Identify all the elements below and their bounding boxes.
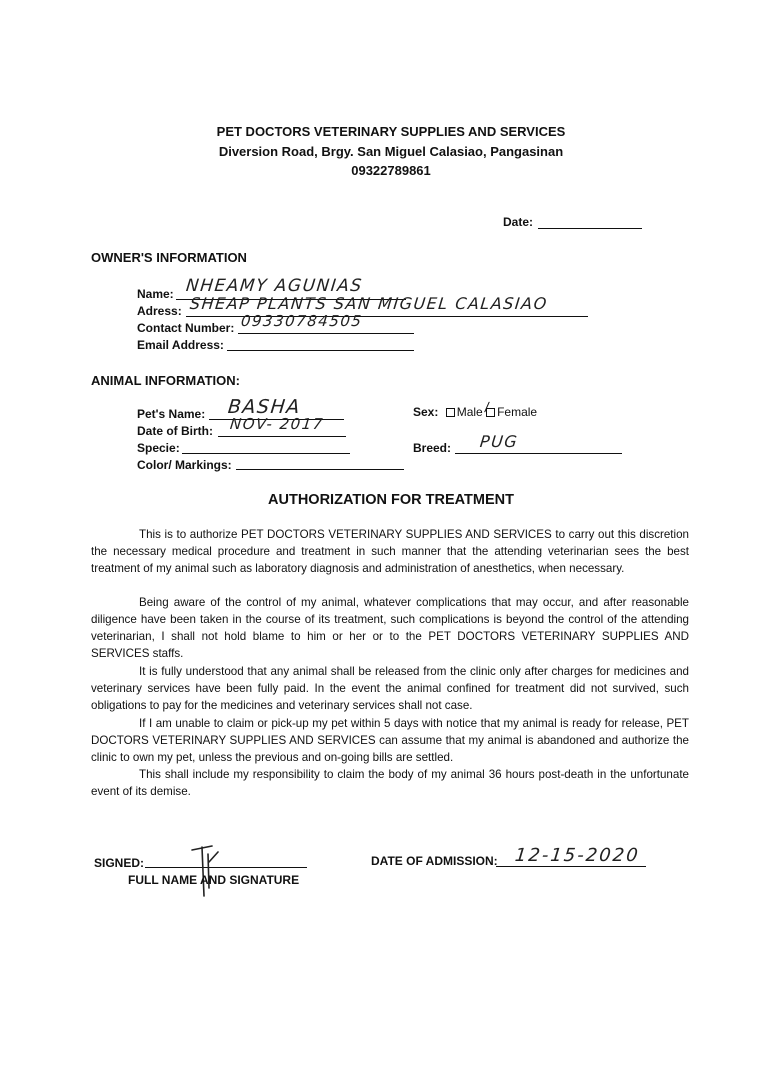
business-address: Diversion Road, Brgy. San Miguel Calasiao, Pangasinan — [218, 144, 564, 159]
owner-name-value: NHEAMY AGUNIAS — [184, 276, 364, 296]
business-name: PET DOCTORS VETERINARY SUPPLIES AND SERVICES — [216, 124, 566, 139]
date-label: Date: — [503, 215, 534, 229]
contact-number-line[interactable] — [238, 333, 414, 334]
signed-label: SIGNED: — [94, 856, 145, 870]
pet-name-label: Pet's Name: — [137, 407, 206, 421]
email-line[interactable] — [227, 350, 414, 351]
authorization-paragraph-1: This is to authorize PET DOCTORS VETERINARY SUPPLIES AND SERVICES to carry out this discretion the necessary medical procedure and treatment in such manner that the attending veterinarian sees the best treatment of my animal such as laboratory diagnosis and administration of anesthetics, when necessary. — [91, 528, 689, 575]
color-markings-label: Color/ Markings: — [137, 458, 232, 472]
owner-name-label: Name: — [137, 287, 174, 301]
dob-value: NOV- 2017 — [229, 415, 325, 433]
breed-line[interactable] — [455, 453, 622, 454]
authorization-paragraph-3: It is fully understood that any animal shall be released from the clinic only after charges for medicines and veterinary services have been fully paid. In the event the animal confined for treatment did not survived, such obligations to pay for the medicines and veterinary services shall not case. — [91, 665, 689, 712]
owner-address-label: Adress: — [137, 304, 182, 318]
owner-address-value: SHEAP PLANTS SAN MIGUEL CALASIAO — [189, 294, 549, 313]
checkmark-icon: / — [483, 399, 491, 415]
pet-name-value: BASHA — [226, 396, 303, 418]
sex-label: Sex: — [413, 405, 439, 419]
date-line[interactable] — [538, 228, 642, 229]
authorization-paragraph-5: This shall include my responsibility to claim the body of my animal 36 hours post-death in the unfortunate event of its demise. — [91, 768, 689, 798]
admission-date-line[interactable] — [496, 866, 646, 867]
male-option-label: Male — [456, 405, 483, 419]
signature-caption: FULL NAME AND SIGNATURE — [128, 873, 300, 887]
dob-line[interactable] — [218, 436, 346, 437]
specie-line[interactable] — [182, 453, 350, 454]
email-label: Email Address: — [137, 338, 224, 352]
signature-line[interactable] — [145, 867, 307, 868]
male-checkbox[interactable] — [446, 408, 455, 417]
authorization-title: AUTHORIZATION FOR TREATMENT — [268, 492, 514, 508]
owner-section-title: OWNER'S INFORMATION — [91, 250, 247, 265]
contact-number-label: Contact Number: — [137, 321, 235, 335]
sex-field — [413, 399, 538, 419]
breed-value: PUG — [479, 432, 520, 451]
breed-label: Breed: — [413, 441, 452, 455]
admission-date-label: DATE OF ADMISSION: — [371, 854, 498, 868]
contact-number-value: 09330784505 — [240, 312, 364, 330]
authorization-paragraph-4: If I am unable to claim or pick-up my pet within 5 days with notice that my animal is ready for release, PET DOCTORS VETERINARY SUPPLIES AND SERVICES can assume that my animal is abandoned and authorize the clinic to own my pet, unless the previous and on-going bills are settled. — [91, 717, 689, 764]
signature-mark — [188, 840, 224, 898]
female-checkbox[interactable] — [483, 399, 497, 419]
dob-label: Date of Birth: — [137, 424, 213, 438]
animal-section-title: ANIMAL INFORMATION: — [91, 373, 240, 388]
color-markings-line[interactable] — [236, 469, 404, 470]
authorization-paragraph-2: Being aware of the control of my animal, whatever complications that may occur, and after reasonable diligence have been taken in the course of its treatment, such complications is beyond the control of the attending veterinarian, I shall not hold blame to him or her or to the PET DOCTORS VETERINARY SUPPLIES AND SERVICES staffs. — [91, 596, 689, 660]
business-phone: 09322789861 — [351, 163, 431, 178]
female-option-label: Female — [497, 405, 538, 419]
specie-label: Specie: — [137, 441, 180, 455]
admission-date-value: 12-15-2020 — [513, 845, 641, 866]
